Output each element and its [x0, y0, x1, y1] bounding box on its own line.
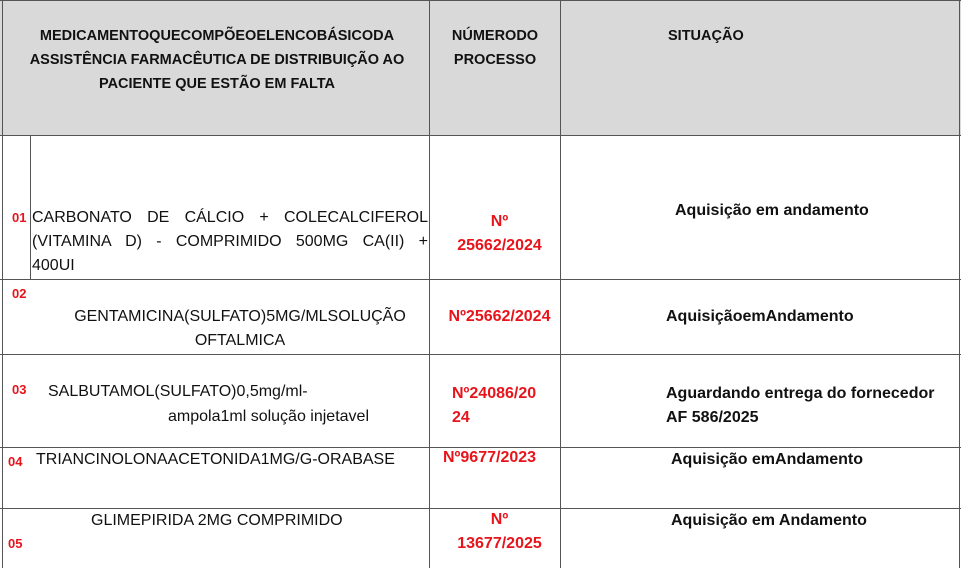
header-medicamento-line: PACIENTE QUE ESTÃO EM FALTA: [98, 76, 336, 92]
medicamento-line: ampola1ml solução injetavel: [168, 408, 369, 425]
processo-cell: [431, 508, 568, 556]
processo-cell: [452, 382, 536, 430]
row-number: 04: [8, 454, 23, 469]
row-number: 03: [12, 382, 27, 397]
situacao-cell: Aquisição em Andamento: [671, 512, 867, 529]
processo-line: 13677/2025: [457, 535, 542, 552]
medicamento-line: 400UI: [32, 257, 75, 274]
processo-line: Nº24086/20: [452, 385, 537, 402]
header-processo-line: PROCESSO: [453, 52, 537, 68]
processo-cell: [431, 210, 568, 258]
grid-line: [959, 0, 960, 568]
situacao-cell: [666, 382, 934, 430]
processo-cell: Nº9677/2023: [443, 449, 537, 466]
grid-line: [0, 279, 961, 280]
header-medicamento: [10, 24, 424, 96]
processo-line: Nº: [490, 511, 509, 528]
grid-line: [429, 0, 430, 568]
header-processo: [431, 24, 559, 72]
row-number: 01: [12, 210, 27, 225]
grid-line: [0, 0, 961, 1]
situacao-cell: Aquisição emAndamento: [671, 451, 864, 468]
medicamento-cell: [40, 305, 440, 353]
grid-line: [560, 0, 561, 568]
processo-line: Nº: [490, 213, 509, 230]
header-situacao: SITUAÇÃO: [668, 28, 744, 44]
situacao-cell: Aquisição em andamento: [675, 202, 869, 219]
situacao-line: AF 586/2025: [666, 409, 759, 426]
processo-line: 25662/2024: [457, 237, 542, 254]
situacao-line: Aguardando entrega do fornecedor: [666, 385, 935, 402]
grid-line: [2, 0, 3, 568]
header-medicamento-line: ASSISTÊNCIA FARMACÊUTICA DE DISTRIBUIÇÃO AO: [29, 52, 405, 68]
medicamento-line: SALBUTAMOL(SULFATO)0,5mg/ml-: [48, 383, 308, 400]
medicamento-line: GENTAMICINA(SULFATO)5MG/MLSOLUÇÃO: [74, 308, 406, 325]
medicamento-line: CARBONATO DE CÁLCIO + COLECALCIFEROL: [32, 209, 428, 226]
grid-line: [30, 136, 31, 279]
header-processo-line: NÚMERODO: [451, 28, 539, 44]
medicamento-line: (VITAMINA D) - COMPRIMIDO 500MG CA(II) +: [32, 233, 428, 250]
grid-line: [0, 354, 961, 355]
situacao-cell: AquisiçãoemAndamento: [666, 308, 854, 325]
row-number: 05: [8, 536, 23, 551]
medicamento-line: OFTALMICA: [194, 332, 286, 349]
processo-line: 24: [452, 409, 470, 426]
medicamento-cell: GLIMEPIRIDA 2MG COMPRIMIDO: [91, 512, 343, 529]
processo-cell: Nº25662/2024: [448, 308, 551, 325]
header-medicamento-line: MEDICAMENTOQUECOMPÕEOELENCOBÁSICODA: [39, 28, 395, 44]
medicamento-cell: TRIANCINOLONAACETONIDA1MG/G-ORABASE: [36, 451, 395, 468]
grid-line: [0, 135, 961, 136]
row-number: 02: [12, 286, 27, 301]
medicamento-cell: [32, 206, 428, 278]
